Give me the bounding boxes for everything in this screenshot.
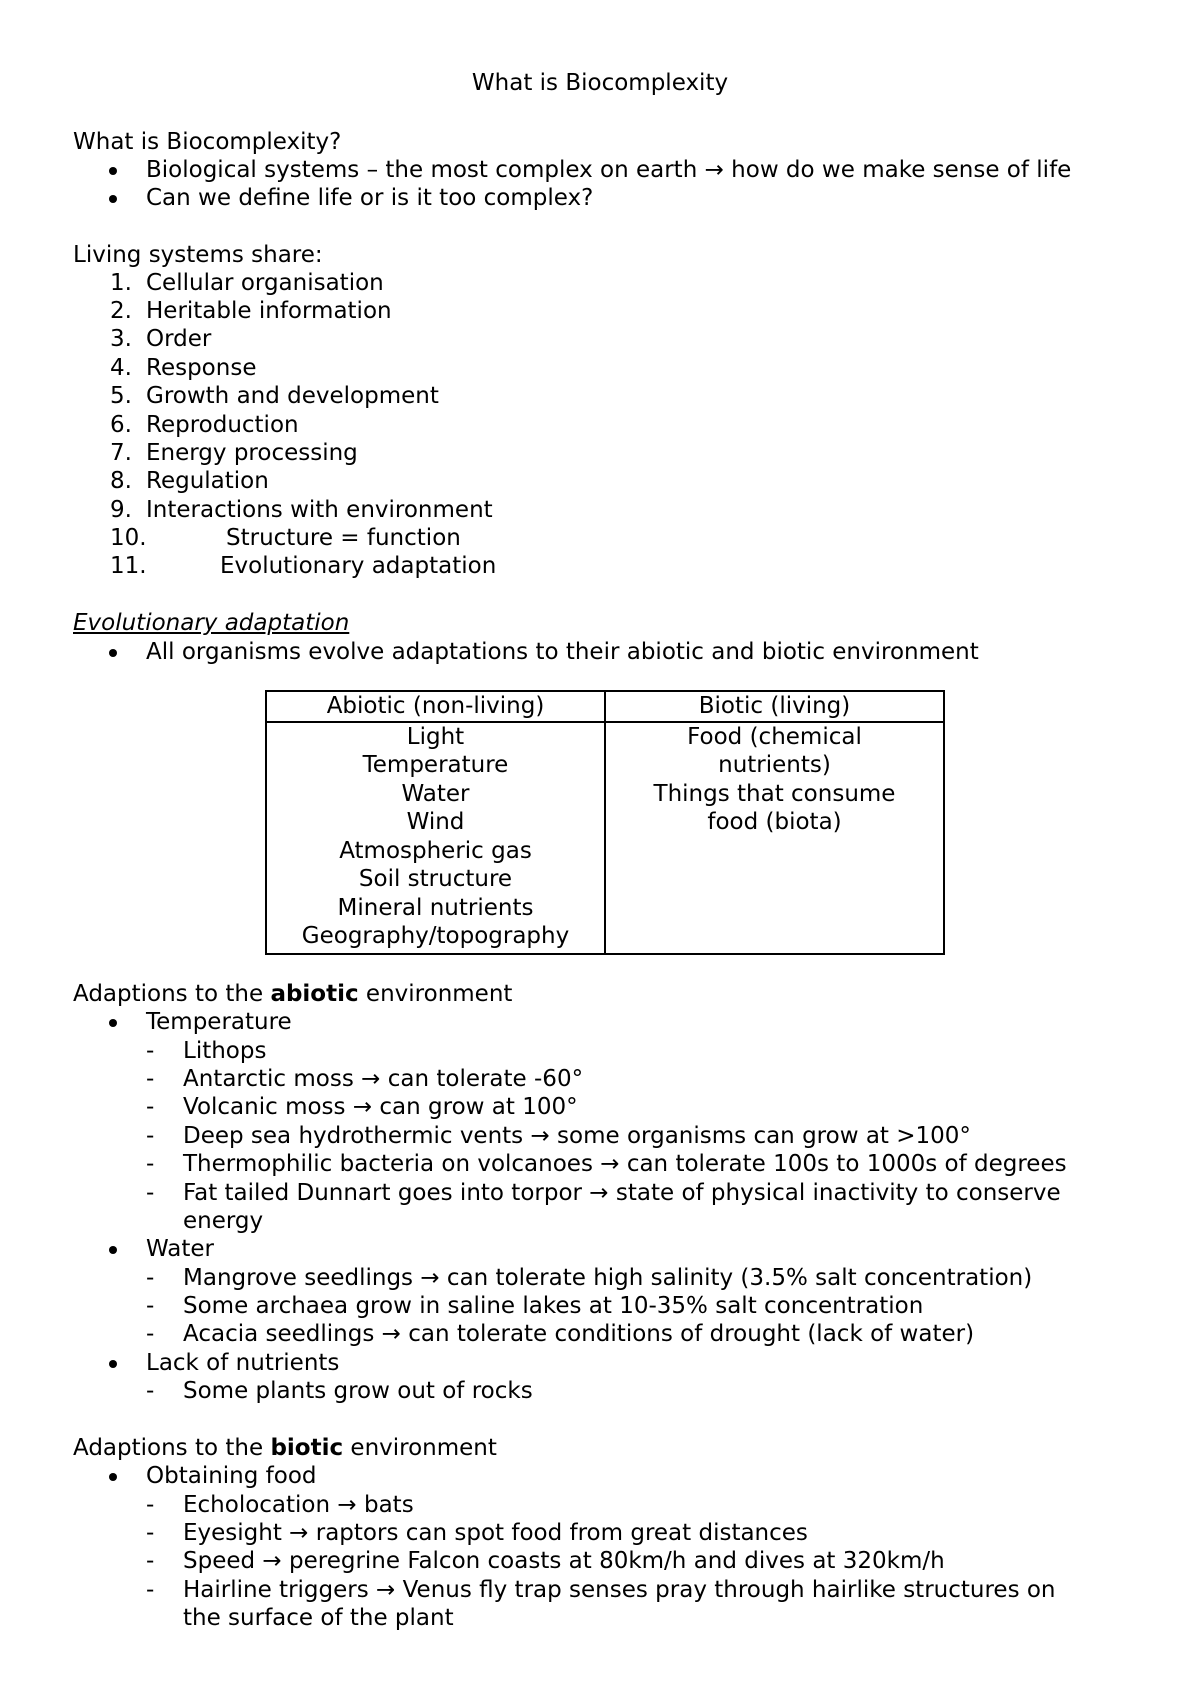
list-item: Evolutionary adaptation: [220, 553, 497, 579]
list-item: Biological systems – the most complex on earth → how do we make sense of life: [146, 157, 1072, 183]
list-item: Lack of nutrients: [146, 1350, 340, 1376]
list-number: 9.: [110, 497, 132, 523]
list-number: 10.: [110, 525, 147, 551]
sub-list-item: - Some archaea grow in saline lakes at 10-35% salt concentration: [183, 1295, 923, 1318]
list-item: Cellular organisation: [146, 270, 384, 296]
table-cell-line: Light: [406, 723, 465, 750]
sub-list-item: - Thermophilic bacteria on volcanoes → can tolerate 100s to 1000s of degrees: [183, 1153, 1067, 1176]
list-number: 3.: [110, 326, 132, 352]
list-item: Structure = function: [226, 525, 461, 551]
list-item: All organisms evolve adaptations to their abiotic and biotic environment: [146, 639, 979, 665]
sub-list-item-continuation: energy: [183, 1208, 264, 1234]
sub-list-item: - Deep sea hydrothermic vents → some organisms can grow at >100°: [183, 1125, 971, 1148]
table-cell-line: Mineral nutrients: [337, 894, 534, 921]
sub-list-item: - Volcanic moss → can grow at 100°: [183, 1096, 578, 1119]
sub-list-item: - Mangrove seedlings → can tolerate high salinity (3.5% salt concentration): [183, 1267, 1032, 1290]
list-number: 6.: [110, 412, 132, 438]
list-number: 4.: [110, 355, 132, 381]
heading-text: Adaptions to the: [73, 1435, 271, 1461]
table-cell-line: Wind: [406, 809, 465, 835]
heading-text: Adaptions to the: [73, 981, 271, 1007]
list-item: Regulation: [146, 468, 269, 494]
document-title: What is Biocomplexity: [471, 70, 729, 96]
sub-list-item: - Speed → peregrine Falcon coasts at 80km/h and dives at 320km/h: [183, 1550, 945, 1573]
list-number: 8.: [110, 468, 132, 494]
table-cell-line: nutrients): [718, 752, 831, 778]
table-cell-abiotic: [266, 722, 605, 954]
heading-bold: abiotic: [270, 981, 359, 1007]
section-heading-evolutionary-adaptation: Evolutionary adaptation: [73, 610, 350, 636]
sub-list-item: - Antarctic moss → can tolerate -60°: [183, 1068, 583, 1091]
table-cell-line: Food (chemical: [687, 723, 862, 750]
heading-bold: biotic: [270, 1435, 344, 1461]
table-cell-line: food (biota): [707, 809, 842, 835]
list-item: Energy processing: [146, 440, 358, 466]
sub-list-item: - Lithops: [183, 1040, 266, 1063]
section-heading-abiotic-adaptations: [73, 983, 512, 1006]
sub-list-item: - Some plants grow out of rocks: [183, 1380, 533, 1403]
table-cell-line: Temperature: [362, 752, 509, 778]
list-number: 5.: [110, 383, 132, 409]
section-heading-what-is: What is Biocomplexity?: [73, 129, 342, 155]
list-item: Can we define life or is it too complex?: [146, 185, 594, 211]
sub-list-item: - Echolocation → bats: [183, 1494, 414, 1517]
list-item: Growth and development: [146, 383, 439, 409]
heading-text: environment: [358, 981, 513, 1007]
list-number: 7.: [110, 440, 132, 466]
table-cell-line: Atmospheric gas: [339, 837, 532, 864]
environment-table: [265, 690, 945, 955]
list-item: Temperature: [146, 1009, 292, 1035]
list-item: Order: [146, 326, 212, 352]
table-cell-line: Geography/topography: [301, 923, 570, 949]
list-item: Response: [146, 355, 257, 381]
list-number: 2.: [110, 298, 132, 324]
heading-text: environment: [343, 1435, 497, 1461]
list-item: Heritable information: [146, 298, 392, 324]
section-heading-biotic-adaptations: [73, 1437, 497, 1460]
list-number: 11.: [110, 553, 147, 579]
sub-list-item: - Fat tailed Dunnart goes into torpor → state of physical inactivity to conserve: [183, 1182, 1061, 1205]
table-cell-line: Water: [401, 780, 470, 807]
list-item: Obtaining food: [146, 1463, 317, 1489]
table-cell-biotic: [605, 722, 944, 954]
table-cell-line: Things that consume: [653, 780, 896, 807]
list-item: Interactions with environment: [146, 497, 493, 523]
list-item: Water: [146, 1236, 214, 1262]
list-item: Reproduction: [146, 412, 299, 438]
list-number: 1.: [110, 270, 132, 296]
sub-list-item-continuation: the surface of the plant: [183, 1605, 454, 1631]
table-header-abiotic: Abiotic (non-living): [266, 691, 605, 722]
section-heading-living-systems: Living systems share:: [73, 242, 323, 268]
sub-list-item: - Eyesight → raptors can spot food from great distances: [183, 1522, 808, 1545]
sub-list-item: - Hairline triggers → Venus fly trap senses pray through hairlike structures on: [183, 1579, 1056, 1602]
sub-list-item: - Acacia seedlings → can tolerate conditions of drought (lack of water): [183, 1323, 974, 1346]
table-header-biotic: Biotic (living): [605, 691, 944, 722]
table-cell-line: Soil structure: [358, 866, 513, 892]
